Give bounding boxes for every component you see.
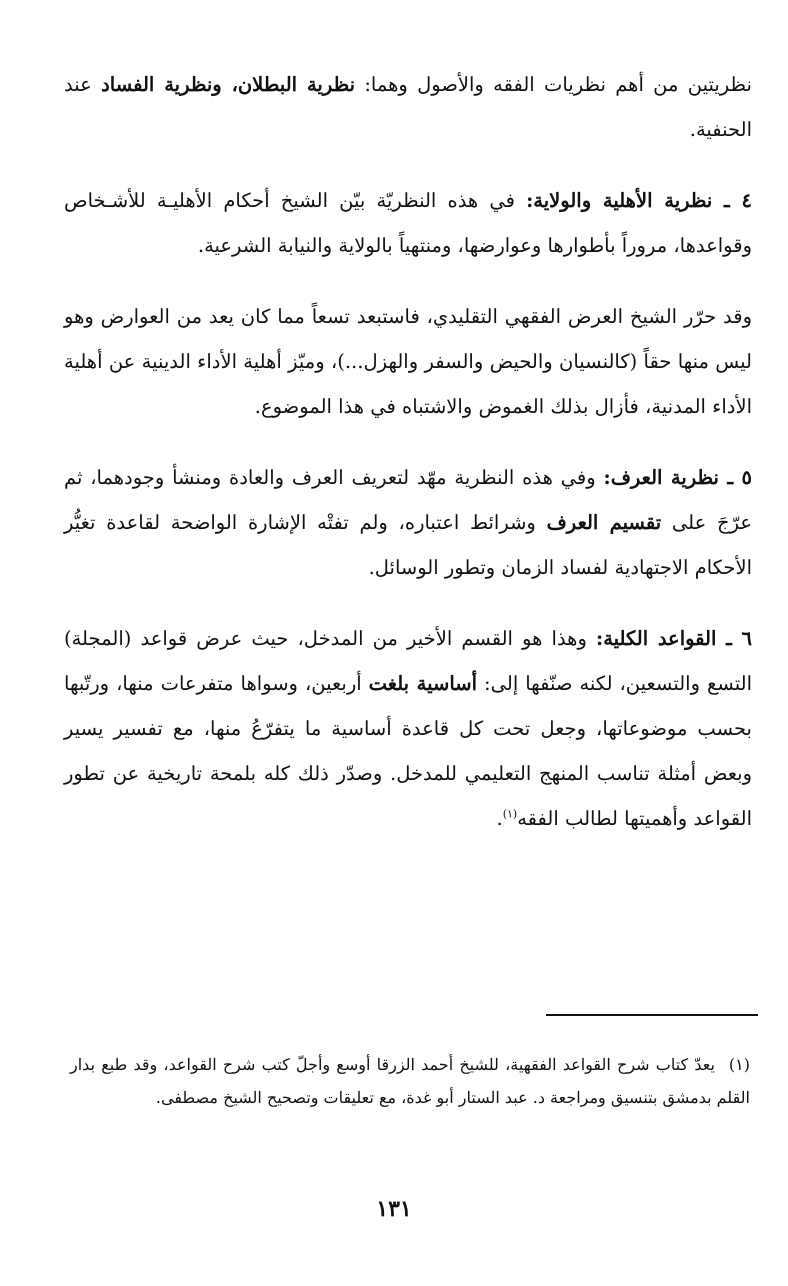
general-rules-period: .: [496, 807, 503, 830]
custom-theory-text-end: وشرائط اعتباره، ولم تفتْه الإشارة الواضحة لقاعدة تغيُّر الأحكام الاجتهادية لفساد الزمان وتطور الوسائل.: [64, 511, 752, 579]
intro-bold-theories: نظرية البطلان، ونظرية الفساد: [101, 73, 356, 96]
custom-theory-text: وفي هذه النظرية مهّد لتعريف العرف والعادة ومنشأ وجودهما، ثم عرّجَ على: [64, 466, 752, 534]
paragraph-intro: [64, 62, 752, 152]
page-number: ١٣١: [376, 1196, 412, 1222]
footnote-divider: [546, 1014, 758, 1016]
footnote-number: (١): [728, 1055, 750, 1074]
capacity-theory-text: في هذه النظريّة بيّن الشيخ أحكام الأهليـة للأشـخاص وقواعدها، مروراً بأطوارها وعوارضها، ومنتهياً بالولاية والنيابة الشرعية.: [64, 189, 752, 257]
footnotes: [70, 1048, 750, 1114]
general-rules-text: وهذا هو القسم الأخير من المدخل، حيث عرض قواعد (المجلة) التسع والتسعين، لكنه صنّفها إلى:: [64, 627, 753, 695]
paragraph-custom-theory: [64, 455, 752, 590]
paragraph-general-rules: [64, 616, 752, 841]
footnote-reference: (١): [502, 807, 518, 821]
heading-general-rules: ٦ ـ القواعد الكلية:: [596, 627, 752, 650]
intro-text-end: عند الحنفية.: [64, 73, 752, 141]
intro-text: نظريتين من أهم نظريات الفقه والأصول وهما:: [355, 73, 752, 96]
paragraph-capacity-theory: [64, 178, 752, 268]
general-rules-text-end: أربعين، وسواها متفرعات منها، ورتّبها بحسب موضوعاتها، وجعل تحت كل قاعدة أساسية ما يتفرّعُ منها، مع تفسير يسير وبعض أمثلة تناسب المنهج التعليمي للمدخل. وصدّر ذلك كله بلمحة تاريخية عن تطور القواعد وأهميتها لطالب الفقه: [64, 672, 752, 830]
heading-capacity-theory: ٤ ـ نظرية الأهلية والولاية:: [526, 189, 752, 212]
heading-custom-theory: ٥ ـ نظرية العرف:: [603, 466, 752, 489]
basic-rules-bold: أساسية بلغت: [368, 672, 478, 695]
page-body: [64, 62, 752, 841]
paragraph-capacity-revision: [64, 294, 752, 429]
custom-division-bold: تقسيم العرف: [546, 511, 662, 534]
capacity-revision-text: وقد حرّر الشيخ العرض الفقهي التقليدي، فاستبعد تسعاً مما كان يعد من العوارض وهو ليس منها حقاً (كالنسيان والحيض والسفر والهزل...)، وميّز أهلية الأداء الدينية عن أهلية الأداء المدنية، فأزال بذلك الغموض والاشتباه في هذا الموضوع.: [64, 305, 752, 418]
footnote-text: يعدّ كتاب شرح القواعد الفقهية، للشيخ أحمد الزرقا أوسع وأجلّ كتب شرح القواعد، وقد طبع بدار القلم بدمشق بتنسيق ومراجعة د. عبد الستار أبو غدة، مع تعليقات وتصحيح الشيخ مصطفى.: [70, 1055, 750, 1107]
